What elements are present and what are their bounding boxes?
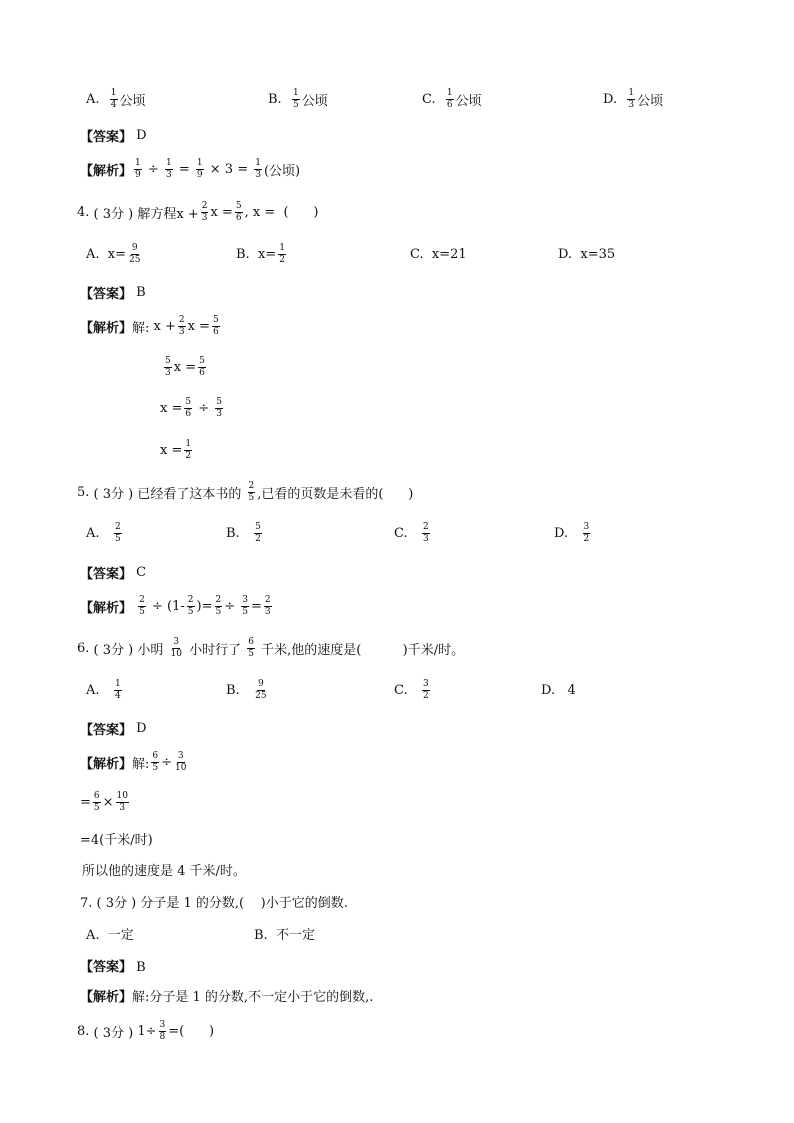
fraction: $\frac{3}{8}$ xyxy=(159,1020,166,1042)
fraction: $\frac{1}{9}$ xyxy=(135,158,141,180)
q6-analysis-line-4: 所以他的速度是 4 千米/时。 xyxy=(82,864,246,879)
fraction: $\frac{1}{4}$ xyxy=(114,679,121,701)
q5-option-d[interactable]: D. $\frac{3}{2}$ xyxy=(554,522,590,544)
fraction: $\frac{5}{6}$ xyxy=(213,315,219,337)
q6-option-b[interactable]: B. $\frac{9}{25}$ xyxy=(226,679,267,701)
q6-answer: 【答案】 D xyxy=(80,721,147,738)
q7-option-b[interactable]: B. 不一定 xyxy=(254,928,315,943)
q4-option-b[interactable]: B. x= $\frac{1}{2}$ xyxy=(236,243,285,265)
fraction: $\frac{2}{3}$ xyxy=(201,201,208,223)
fraction: $\frac{6}{5}$ xyxy=(93,791,100,813)
fraction: $\frac{1}{2}$ xyxy=(279,243,285,265)
q6-option-a[interactable]: A. $\frac{1}{4}$ xyxy=(86,679,121,701)
fraction: $\frac{5}{6}$ xyxy=(235,201,242,223)
fraction: $\frac{5}{3}$ xyxy=(216,397,223,419)
q4-option-d[interactable]: D. x=35 xyxy=(558,247,616,262)
fraction: $\frac{1}{3}$ xyxy=(165,158,172,180)
fraction: $\frac{9}{25}$ xyxy=(129,243,141,265)
fraction: $\frac{2}{3}$ xyxy=(264,595,271,617)
q4-answer: 【答案】 B xyxy=(80,285,146,302)
q4-analysis-step-2: $\frac{5}{3}$ x = $\frac{5}{6}$ xyxy=(165,356,205,378)
q3-option-a[interactable]: A. $\frac{1}{4}$ 公顷 xyxy=(86,88,146,110)
fraction: $\frac{1}{5}$ xyxy=(292,88,299,110)
fraction: $\frac{5}{2}$ xyxy=(255,522,261,544)
q6-option-d[interactable]: D. 4 xyxy=(541,683,576,698)
fraction: $\frac{1}{9}$ xyxy=(196,158,203,180)
q4-option-a[interactable]: A. x= $\frac{9}{25}$ xyxy=(86,243,141,265)
q7-answer: 【答案】 B xyxy=(80,960,146,975)
q6-analysis-line-3: =4(千米/时) xyxy=(80,833,153,848)
fraction: $\frac{3}{2}$ xyxy=(583,522,590,544)
fraction: $\frac{1}{4}$ xyxy=(110,88,117,110)
fraction: $\frac{9}{25}$ xyxy=(255,679,267,701)
fraction: $\frac{3}{10}$ xyxy=(170,637,182,659)
q3-analysis: 【解析】 $\frac{1}{9}$ ÷ $\frac{1}{3}$ = $\frac{1}{9}$ × 3 = $\frac{1}{3}$ (公顷) xyxy=(80,158,301,180)
fraction: $\frac{5}{3}$ xyxy=(165,356,171,378)
fraction: $\frac{2}{5}$ xyxy=(114,522,121,544)
q6-analysis-line-1: 【解析】 解: $\frac{6}{5}$ ÷ $\frac{3}{10}$ xyxy=(80,751,187,773)
q4-analysis-step-4: x = $\frac{1}{2}$ xyxy=(160,439,192,461)
fraction: $\frac{2}{5}$ xyxy=(248,481,255,503)
q7-analysis: 【解析】解:分子是 1 的分数,不一定小于它的倒数,. xyxy=(80,990,374,1005)
q5-answer: 【答案】 C xyxy=(80,565,147,582)
fraction: $\frac{3}{5}$ xyxy=(242,595,249,617)
q7-stem: 7. ( 3分 ) 分子是 1 的分数,( )小于它的倒数. xyxy=(80,896,348,911)
fraction: $\frac{2}{5}$ xyxy=(215,595,222,617)
fraction: $\frac{1}{2}$ xyxy=(185,439,192,461)
q5-option-b[interactable]: B. $\frac{5}{2}$ xyxy=(226,522,261,544)
fraction: $\frac{2}{3}$ xyxy=(178,315,185,337)
q5-option-a[interactable]: A. $\frac{2}{5}$ xyxy=(86,522,121,544)
fraction: $\frac{2}{3}$ xyxy=(423,522,429,544)
fraction: $\frac{5}{6}$ xyxy=(199,356,205,378)
fraction: $\frac{5}{6}$ xyxy=(185,397,192,419)
q5-stem: 5. ( 3分 ) 已经看了这本书的 $\frac{2}{5}$ ,已看的页数是未看的( ) xyxy=(77,481,414,503)
q6-option-c[interactable]: C. $\frac{3}{2}$ xyxy=(394,679,429,701)
q4-analysis-step-1: 【解析】 解: x + $\frac{2}{3}$ x = $\frac{5}{6}$ xyxy=(80,315,219,337)
q3-answer: 【答案】 D xyxy=(80,128,147,145)
q4-stem: 4. ( 3分 ) 解方程x + $\frac{2}{3}$ x = $\frac{5}{6}$ , x = ( ) xyxy=(77,201,319,223)
q5-option-c[interactable]: C. $\frac{2}{3}$ xyxy=(394,522,429,544)
q6-stem: 6. ( 3分 ) 小明 $\frac{3}{10}$ 小时行了 $\frac{6}{5}$ 千米,他的速度是( )千米/时。 xyxy=(77,637,465,659)
q7-option-a[interactable]: A. 一定 xyxy=(86,928,134,943)
q3-option-c[interactable]: C. $\frac{1}{6}$ 公顷 xyxy=(422,88,482,110)
q3-option-d[interactable]: D. $\frac{1}{3}$ 公顷 xyxy=(603,88,664,110)
fraction: $\frac{1}{3}$ xyxy=(255,158,261,180)
fraction: $\frac{10}{3}$ xyxy=(116,791,128,813)
fraction: $\frac{3}{2}$ xyxy=(423,679,429,701)
q4-option-c[interactable]: C. x=21 xyxy=(410,247,467,262)
q4-analysis-step-3: x = $\frac{5}{6}$ ÷ $\frac{5}{3}$ xyxy=(160,397,223,419)
fraction: $\frac{6}{5}$ xyxy=(152,751,159,773)
fraction: $\frac{2}{5}$ xyxy=(139,595,145,617)
fraction: $\frac{1}{6}$ xyxy=(446,88,453,110)
q5-analysis: 【解析】 $\frac{2}{5}$ ÷ (1- $\frac{2}{5}$ )= $\frac{2}{5}$ ÷ $\frac{3}{5}$ = $\frac{2}{3}$ xyxy=(80,595,271,617)
q3-option-b[interactable]: B. $\frac{1}{5}$ 公顷 xyxy=(268,88,328,110)
fraction: $\frac{3}{10}$ xyxy=(175,751,187,773)
fraction: $\frac{2}{5}$ xyxy=(187,595,194,617)
fraction: $\frac{1}{3}$ xyxy=(628,88,635,110)
q8-stem: 8. ( 3分 ) 1÷ $\frac{3}{8}$ =( ) xyxy=(77,1020,215,1042)
fraction: $\frac{6}{5}$ xyxy=(248,637,255,659)
q6-analysis-line-2: = $\frac{6}{5}$ × $\frac{10}{3}$ xyxy=(80,791,128,813)
